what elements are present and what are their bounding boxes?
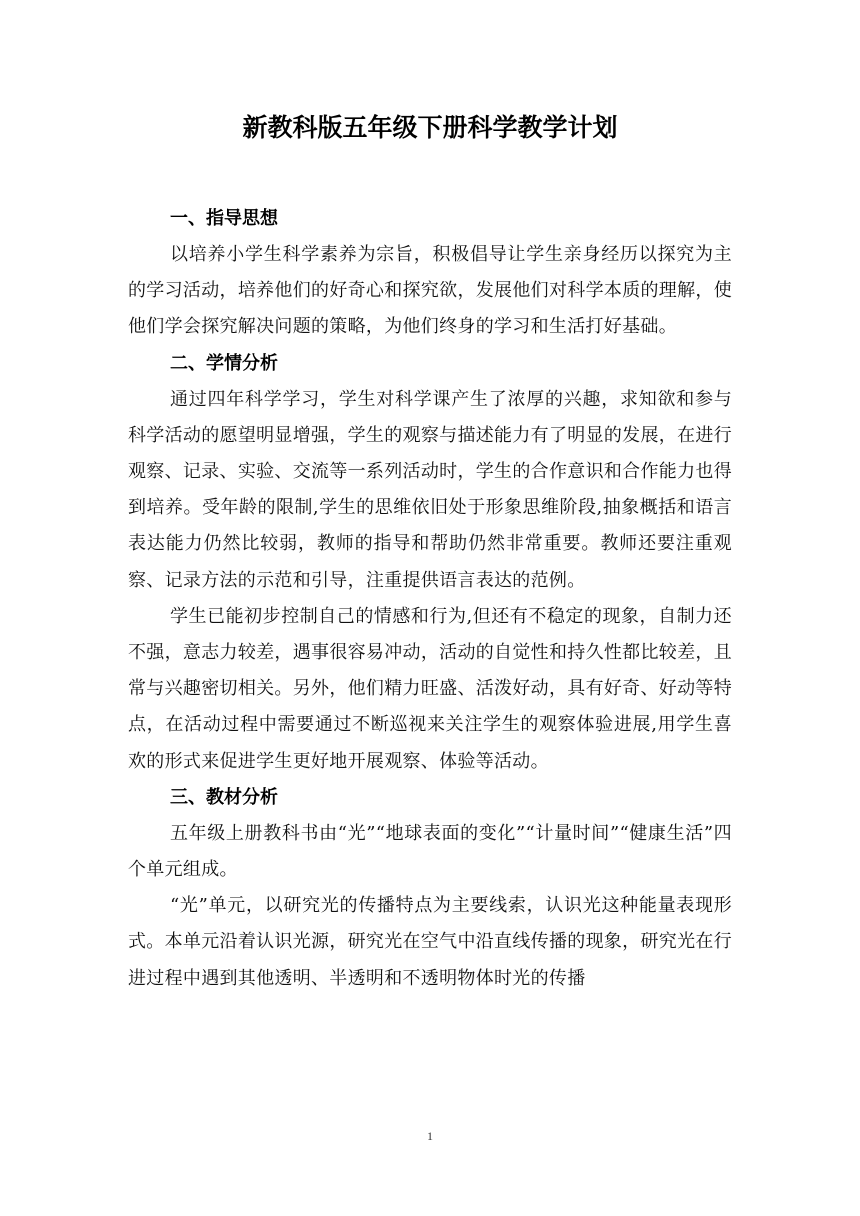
paragraph: “光”单元，以研究光的传播特点为主要线索，认识光这种能量表现形式。本单元沿着认识光源，研究光在空气中沿直线传播的现象，研究光在行进过程中遇到其他透明、半透明和不透明物体时光的传播 [128,895,732,989]
paragraph: 通过四年科学学习，学生对科学课产生了浓厚的兴趣，求知欲和参与科学活动的愿望明显增强，学生的观察与描述能力有了明显的发展，在进行观察、记录、实验、交流等一系列活动时，学生的合作意识和合作能力也得到培养。受年龄的限制,学生的思维依旧处于形象思维阶段,抽象概括和语言表达能力仍然比较弱，教师的指导和帮助仍然非常重要。教师还要注重观察、记录方法的示范和引导，注重提供语言表达的范例。 [128,388,732,591]
paragraph: 学生已能初步控制自己的情感和行为,但还有不稳定的现象，自制力还不强，意志力较差，遇事很容易冲动，活动的自觉性和持久性都比较差，且常与兴趣密切相关。另外，他们精力旺盛、活泼好动，具有好奇、好动等特点，在活动过程中需要通过不断巡视来关注学生的观察体验进展,用学生喜欢的形式来促进学生更好地开展观察、体验等活动。 [128,605,732,772]
page-number: 1 [427,1129,433,1143]
document-title: 新教科版五年级下册科学教学计划 [242,113,618,142]
section-heading-student-analysis: 二、学情分析 [170,352,278,374]
section-heading-guiding-ideology: 一、指导思想 [170,208,278,229]
paragraph: 五年级上册教科书由“光”“地球表面的变化”“计量时间”“健康生活”四个单元组成。 [128,822,732,881]
section-heading-textbook-analysis: 三、教材分析 [170,786,278,808]
paragraph: 以培养小学生科学素养为宗旨，积极倡导让学生亲身经历以探究为主的学习活动，培养他们的好奇心和探究欲，发展他们对科学本质的理解，使他们学会探究解决问题的策略，为他们终身的学习和生活打好基础。 [128,244,732,338]
document-body [128,201,732,997]
